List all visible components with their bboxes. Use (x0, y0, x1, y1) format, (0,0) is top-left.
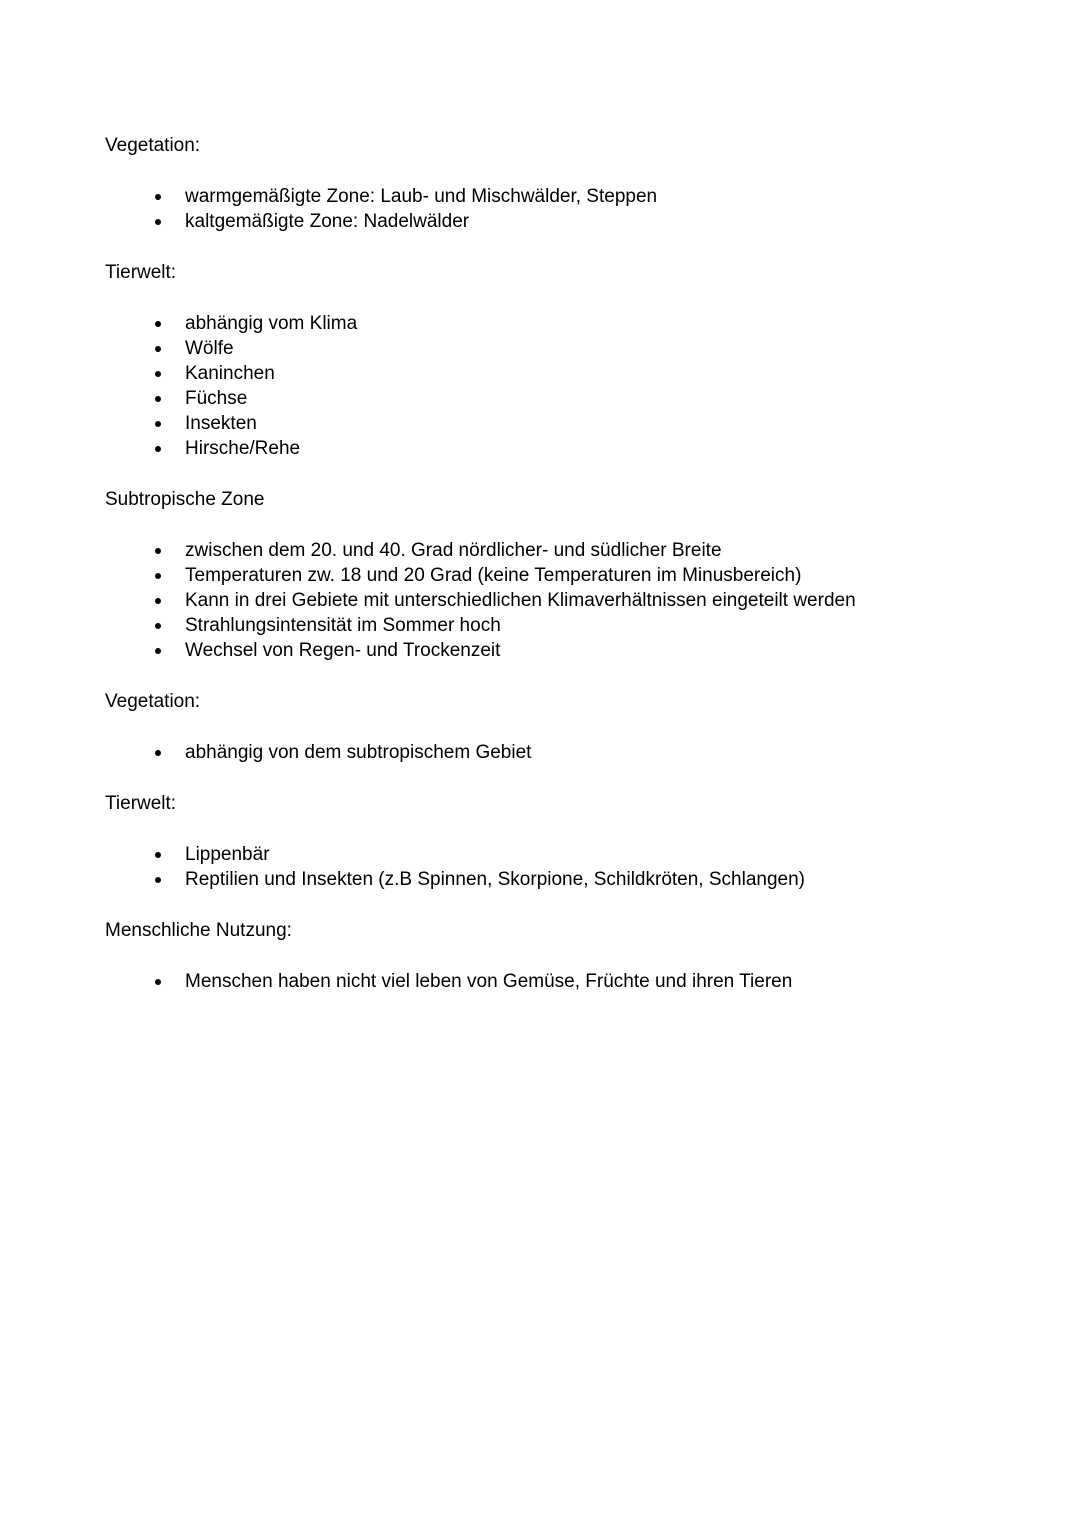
document-section (105, 918, 985, 994)
bullet-item: Menschen haben nicht viel leben von Gemüse, Früchte und ihren Tieren (155, 969, 985, 994)
section-heading: Menschliche Nutzung: (105, 920, 292, 941)
bullet-item: Wechsel von Regen- und Trockenzeit (155, 638, 985, 663)
bullet-list (105, 184, 985, 234)
section-heading: Tierwelt: (105, 793, 177, 814)
bullet-item: Kaninchen (155, 361, 985, 386)
bullet-item: kaltgemäßigte Zone: Nadelwälder (155, 209, 985, 234)
document-sections (105, 133, 985, 994)
document-section (105, 487, 985, 663)
bullet-item: Wölfe (155, 336, 985, 361)
bullet-list (105, 740, 985, 765)
document-section (105, 133, 985, 234)
bullet-item: Insekten (155, 411, 985, 436)
bullet-item: Hirsche/Rehe (155, 436, 985, 461)
document-section (105, 791, 985, 892)
bullet-item: Temperaturen zw. 18 und 20 Grad (keine Temperaturen im Minusbereich) (155, 563, 985, 588)
section-heading: Subtropische Zone (105, 489, 265, 510)
bullet-item: Lippenbär (155, 842, 985, 867)
bullet-item: abhängig von dem subtropischem Gebiet (155, 740, 985, 765)
bullet-list (105, 538, 985, 663)
bullet-item: Reptilien und Insekten (z.B Spinnen, Skorpione, Schildkröten, Schlangen) (155, 867, 985, 892)
section-heading: Vegetation: (105, 691, 201, 712)
document-section (105, 689, 985, 765)
bullet-item: warmgemäßigte Zone: Laub- und Mischwälder, Steppen (155, 184, 985, 209)
bullet-item: Füchse (155, 386, 985, 411)
section-heading: Vegetation: (105, 135, 201, 156)
bullet-item: Kann in drei Gebiete mit unterschiedlichen Klimaverhältnissen eingeteilt werden (155, 588, 985, 613)
section-heading: Tierwelt: (105, 262, 177, 283)
document-section (105, 260, 985, 461)
bullet-item: zwischen dem 20. und 40. Grad nördlicher- und südlicher Breite (155, 538, 985, 563)
bullet-list (105, 842, 985, 892)
bullet-list (105, 969, 985, 994)
bullet-item: abhängig vom Klima (155, 311, 985, 336)
bullet-item: Strahlungsintensität im Sommer hoch (155, 613, 985, 638)
bullet-list (105, 311, 985, 461)
